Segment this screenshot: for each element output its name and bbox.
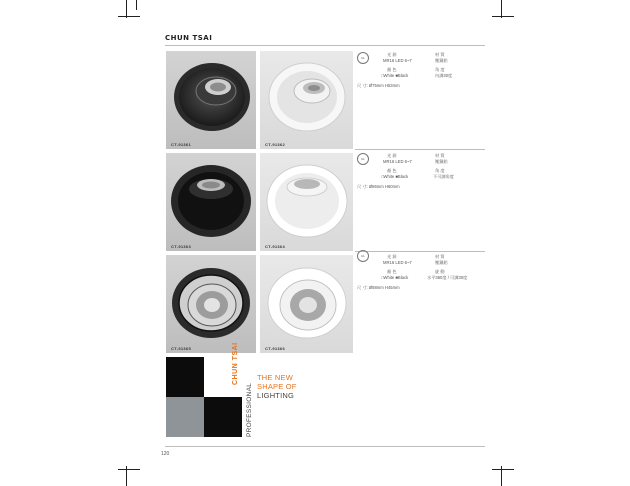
spec-value: MR16 LED 6~7 [383,159,412,164]
spec-label: 材 質 [435,254,445,259]
spec-size: 尺 寸: Ø75mm H53mm [357,83,400,88]
brand-square-black [166,357,204,397]
product-photo [260,51,353,149]
crop-mark [118,16,140,17]
spec-label: 光 源 [387,254,397,259]
spec-value: □White ■Black [381,73,409,78]
spec-value: □White ■Black [381,275,409,280]
banner-line1: THE NEW [257,373,293,382]
spec-value: MR16 LED 6~7 [383,260,412,265]
spec-value: MR16 LED 6~7 [383,58,412,63]
spec-label: 角 度 [435,67,445,72]
downlight-white-adjustable [260,51,353,149]
product-photo [166,153,256,251]
ul-badge-icon: UL [357,250,369,262]
crop-mark [492,469,514,470]
spec-size: 尺 寸: Ø88mm H45mm [357,285,400,290]
spec-label: 旋 動 [435,269,445,274]
product-photo [260,255,353,353]
spec-label: 顏 色 [387,269,397,274]
product-photo [260,153,353,251]
spec-label: 顏 色 [387,67,397,72]
product-photo [166,51,256,149]
spec-label: 材 質 [435,52,445,57]
spec-value: 水平360度 / 可調30度 [427,275,468,280]
banner-line2: SHAPE OF [257,382,297,391]
spec-block [355,254,485,304]
footer-rule [165,446,485,447]
spec-label: 材 質 [435,153,445,158]
spec-value: 內調30度 [435,73,453,78]
spec-block [355,153,485,203]
spec-block [355,52,485,102]
product-code: CT-91363 [171,244,191,249]
brand-square-black [204,397,242,437]
ul-badge-icon: UL [357,153,369,165]
downlight-black-gimbal [166,255,256,353]
spec-label: 光 源 [387,52,397,57]
spec-label: 光 源 [387,153,397,158]
product-code: CT-91362 [265,142,285,147]
banner-vertical-text: PROFESSIONAL [246,382,253,437]
spec-size: 尺 寸: Ø86mm H60mm [357,184,400,189]
banner-logo: CHUN TSAI [232,342,239,385]
spec-value: 不可調角度 [433,174,454,179]
product-code: CT-91366 [265,346,285,351]
spec-label: 顏 色 [387,168,397,173]
spec-divider [355,251,485,252]
downlight-white-gimbal [260,255,353,353]
brand-logo: CHUN TSAI [165,34,213,42]
product-code: CT-91365 [171,346,191,351]
spec-label: 角 度 [435,168,445,173]
spec-value: 壓鑄鋁 [435,159,448,164]
header-rule [165,45,485,46]
spec-value: 壓鑄鋁 [435,58,448,63]
downlight-black-fixed [166,153,256,251]
crop-mark [136,0,137,10]
crop-mark [118,469,140,470]
product-code: CT-91361 [171,142,191,147]
downlight-black-adjustable [166,51,256,149]
banner-line3: LIGHTING [257,391,295,400]
brand-square-grey [166,397,204,437]
spec-value: □White ■Black [381,174,409,179]
product-code: CT-91364 [265,244,285,249]
page-number: 120 [161,451,170,457]
product-photo [166,255,256,353]
ul-badge-icon: UL [357,52,369,64]
spec-value: 壓鑄鋁 [435,260,448,265]
spec-divider [355,149,485,150]
crop-mark [492,16,514,17]
downlight-white-fixed [260,153,353,251]
